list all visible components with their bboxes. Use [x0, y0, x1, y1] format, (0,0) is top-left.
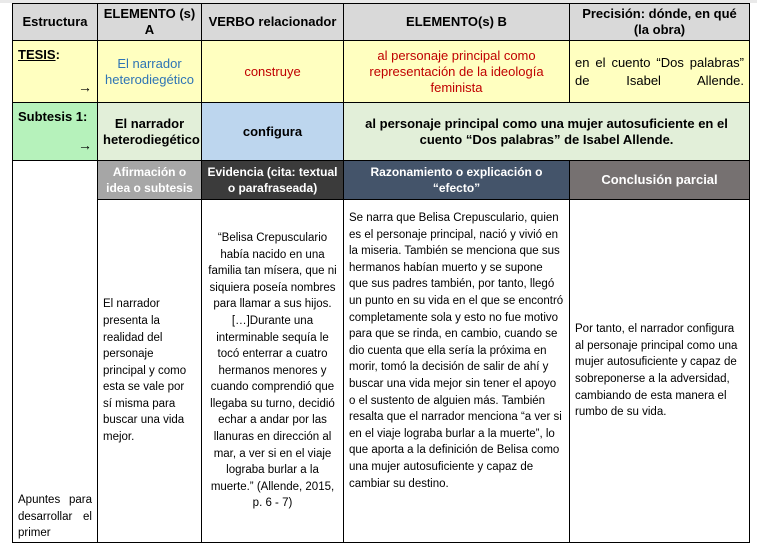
arrow-right-icon: → [78, 136, 92, 153]
subtesis-label-cell [13, 103, 98, 161]
header-evidencia: Evidencia (cita: textual o parafraseada) [202, 161, 344, 200]
tesis-label: TESIS [18, 46, 56, 62]
thesis-structure-table [12, 3, 750, 543]
subtesis-verbo: configura [202, 103, 344, 161]
header-razonamiento: Razonamiento o explicación o “efecto” [344, 161, 570, 200]
tesis-row [13, 41, 750, 103]
body-evidencia: “Belisa Crepusculario había nacido en una familia tan mísera, que ni siquiera poseía nombres para llamar a sus hijos. […]Durante una interminable sequía le tocó enterrar a cuatro hermanos menores y cuando comprendió que llegaba su turno, decidió echar a andar por las llanuras en dirección al mar, a ver si en el viaje lograba burlar a la muerte.” (Allende, 2015, p. 6 - 7) [202, 200, 344, 543]
apuntes-cell [13, 161, 98, 543]
tesis-elemento-b: al personaje principal como representación de la ideología feminista [344, 41, 570, 103]
header-row [13, 4, 750, 41]
analysis-body-row [13, 200, 750, 543]
apuntes-text: Apuntes para desarrollar el primer [18, 494, 92, 540]
tesis-elemento-a: El narrador heterodiegético [98, 41, 202, 103]
header-conclusion: Conclusión parcial [570, 161, 750, 200]
header-elemento-a: ELEMENTO (s) A [98, 4, 202, 41]
header-afirmacion: Afirmación o idea o subtesis [98, 161, 202, 200]
header-precision: Precisión: dónde, en qué (la obra) [570, 4, 750, 41]
subtesis-elemento-b: al personaje principal como una mujer autosuficiente en el cuento “Dos palabras” de Isabel Allende. [344, 103, 750, 161]
body-conclusion: Por tanto, el narrador configura al personaje principal como una mujer autosuficiente y capaz de sobreponerse a la adversidad, cambiando de esta manera el rumbo de su vida. [570, 200, 750, 543]
subtesis-label: Subtesis 1: [18, 108, 88, 124]
header-estructura: Estructura [13, 4, 98, 41]
tesis-label-colon: : [55, 46, 60, 62]
subtesis-row [13, 103, 750, 161]
tesis-label-cell [13, 41, 98, 103]
arrow-right-icon: → [78, 78, 92, 95]
header-verbo: VERBO relacionador [202, 4, 344, 41]
analysis-header-row [13, 161, 750, 200]
subtesis-elemento-a: El narrador heterodiegético [98, 103, 202, 161]
tesis-verbo: construye [202, 41, 344, 103]
header-elemento-b: ELEMENTO(s) B [344, 4, 570, 41]
body-afirmacion: El narrador presenta la realidad del personaje principal y como esta se vale por sí misma para buscar una vida mejor. [98, 200, 202, 543]
tesis-precision: en el cuento “Dos palabras” de Isabel Allende. [570, 41, 750, 103]
body-razonamiento: Se narra que Belisa Crepusculario, quien es el personaje principal, nació y vivió en la miseria. También se menciona que sus hermanos habían muerto y se supone que sus padres también, por tanto, llegó un punto en su vida en el que se encontró completamente sola y esto no fue motivo para que se rinda, en cambio, cuando se dio cuenta que ella sería la próxima en morir, tomó la decisión de salir de ahí y buscar una vida mejor sin tener el apoyo o el sustento de alguien más. También resalta que el narrador menciona “a ver si en el viaje lograba burlar a la muerte”, lo que aporta a la definición de Belisa como una mujer autosuficiente y capaz de cambiar su destino. [344, 200, 570, 543]
